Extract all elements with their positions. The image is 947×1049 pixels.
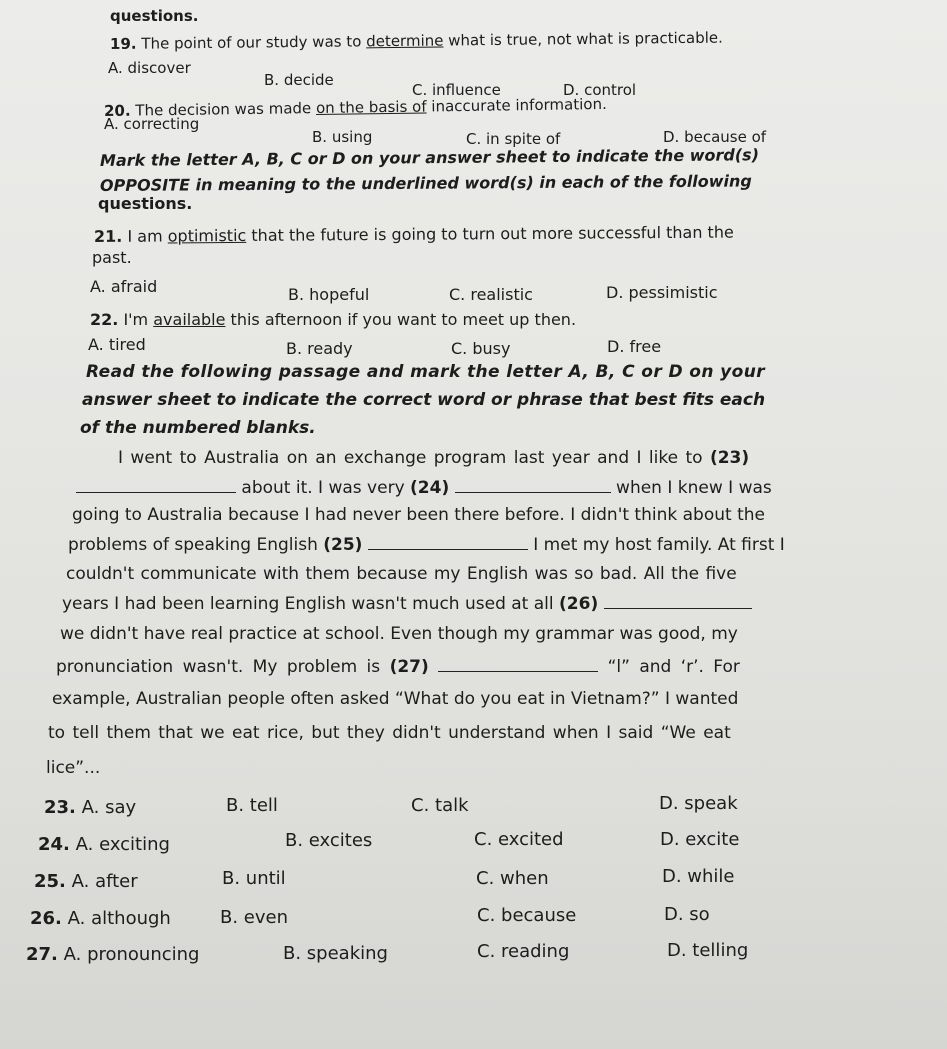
question-21: 21. I am optimistic that the future is going to turn out more successful than the	[93, 222, 734, 246]
passage-line-7: we didn't have real practice at school. Even though my grammar was good, my	[60, 624, 738, 644]
instruction-opposite-line2: OPPOSITE in meaning to the underlined word(s) in each of the following	[99, 171, 752, 195]
option-c: C. in spite of	[466, 130, 561, 148]
answer-row-25: 25. A. after	[34, 871, 138, 892]
option-b: B. tell	[226, 795, 278, 816]
option-c: C. because	[477, 905, 577, 926]
passage-line-6: years I had been learning English wasn't much used at all (26)	[62, 593, 752, 615]
blank-27-number: (27)	[389, 657, 429, 677]
option-d: D. telling	[667, 940, 749, 961]
question-number: 20.	[103, 101, 131, 120]
option-d: D. control	[563, 81, 637, 99]
blank-26	[604, 594, 752, 609]
option-b: B. excites	[285, 830, 373, 851]
question-20: 20. The decision was made on the basis of inaccurate information.	[103, 94, 607, 120]
option-a: A. correcting	[104, 115, 200, 133]
option-c: C. realistic	[449, 285, 533, 304]
question-19: 19. The point of our study was to determine what is true, not what is practicable.	[109, 28, 723, 53]
blank-24-number: (24)	[410, 478, 450, 498]
underlined-word: determine	[366, 31, 444, 51]
instruction-passage-line1: Read the following passage and mark the letter A, B, C or D on your	[86, 362, 766, 382]
question-number: 22.	[90, 310, 119, 329]
question-21-cont: past.	[92, 248, 132, 267]
passage-line-9: example, Australian people often asked “What do you eat in Vietnam?” I wanted	[52, 689, 739, 709]
blank-25-number: (25)	[323, 535, 363, 555]
section-tail: questions.	[110, 7, 199, 25]
option-b: B. hopeful	[288, 285, 370, 304]
blank-25	[368, 535, 528, 550]
question-22: 22. I'm available this afternoon if you want to meet up then.	[90, 310, 577, 329]
option-c: C. talk	[411, 795, 469, 816]
blank-23-number: (23)	[709, 448, 750, 468]
option-a: A. afraid	[90, 277, 158, 296]
answer-row-23: 23. A. say	[44, 797, 137, 818]
underlined-word: on the basis of	[315, 97, 427, 118]
question-number: 19.	[109, 34, 137, 53]
passage-line-3: going to Australia because I had never been there before. I didn't think about the	[72, 505, 765, 525]
passage-line-2: about it. I was very (24) when I knew I was	[76, 477, 772, 499]
answer-row-24: 24. A. exciting	[38, 834, 170, 855]
option-d: D. speak	[659, 793, 738, 814]
option-b: B. even	[220, 907, 289, 928]
option-d: D. free	[607, 337, 662, 356]
option-c: C. when	[476, 868, 549, 889]
option-d: D. pessimistic	[606, 283, 718, 302]
option-d: D. excite	[660, 829, 740, 850]
passage-line-11: lice”...	[46, 758, 101, 778]
answer-row-26: 26. A. although	[30, 908, 171, 929]
question-number: 21.	[93, 226, 123, 246]
blank-26-number: (26)	[559, 594, 599, 614]
passage-line-8: pronunciation wasn't. My problem is (27) “l” and ‘r’. For	[56, 657, 740, 677]
option-d: D. while	[662, 866, 735, 887]
blank-27	[438, 657, 598, 672]
option-b: B. ready	[286, 339, 353, 358]
passage-line-4: problems of speaking English (25) I met my host family. At first I	[68, 535, 785, 555]
option-b: B. using	[312, 128, 373, 146]
blank-24	[455, 478, 611, 493]
answer-row-27: 27. A. pronouncing	[26, 944, 200, 965]
instruction-passage-line2: answer sheet to indicate the correct word or phrase that best fits each	[82, 390, 766, 410]
option-c: C. reading	[477, 941, 570, 962]
passage-line-1: I went to Australia on an exchange program last year and I like to (23)	[118, 448, 750, 468]
underlined-word: optimistic	[167, 225, 247, 246]
underlined-word: available	[153, 310, 226, 329]
option-a: A. discover	[108, 59, 191, 77]
instruction-opposite-line1: Mark the letter A, B, C or D on your answer sheet to indicate the word(s)	[99, 145, 760, 170]
option-d: D. so	[664, 904, 710, 925]
option-c: C. influence	[412, 81, 501, 99]
option-a: A. tired	[88, 335, 146, 354]
passage-line-5: couldn't communicate with them because my English was so bad. All the five	[66, 564, 737, 584]
option-c: C. excited	[474, 829, 564, 850]
passage-line-10: to tell them that we eat rice, but they didn't understand when I said “We eat	[48, 723, 731, 743]
blank-23	[76, 478, 236, 493]
option-b: B. until	[222, 868, 286, 889]
option-b: B. speaking	[283, 943, 388, 964]
option-d: D. because of	[663, 128, 767, 146]
option-b: B. decide	[264, 71, 334, 89]
option-c: C. busy	[451, 339, 511, 358]
instruction-opposite-line3: questions.	[98, 194, 193, 213]
instruction-passage-line3: of the numbered blanks.	[80, 418, 316, 438]
